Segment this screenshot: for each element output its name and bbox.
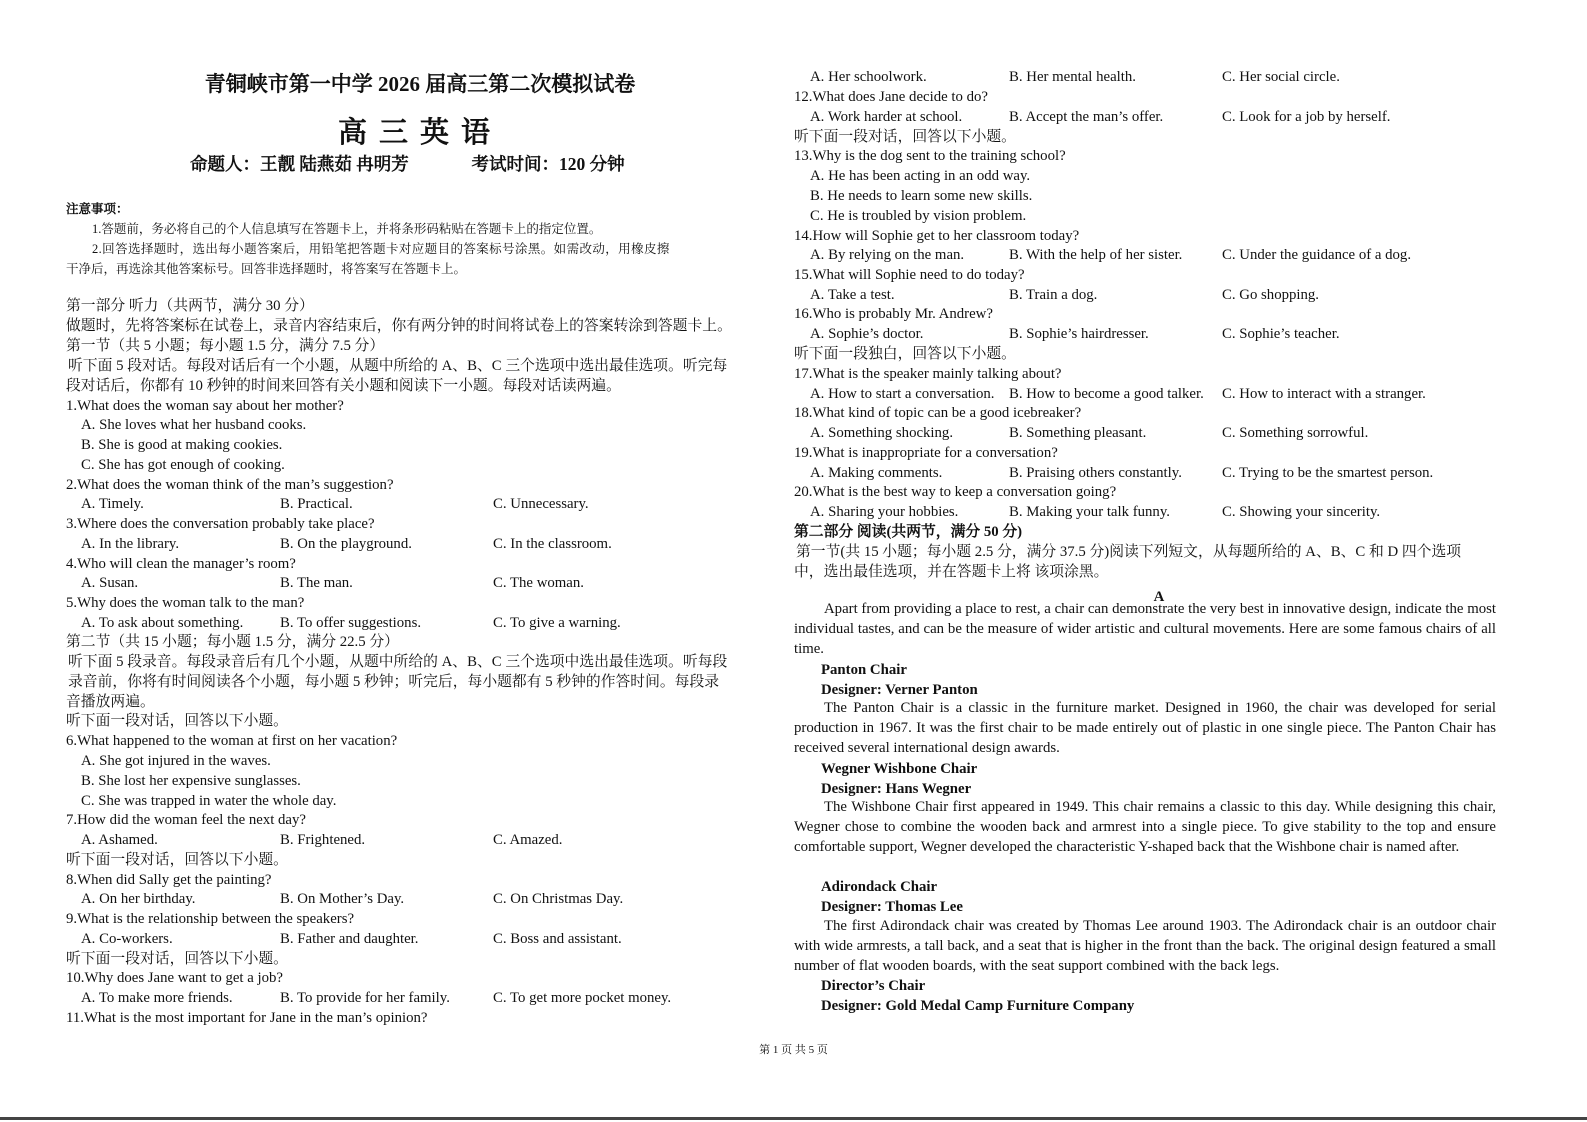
- section2-instr-3: 音播放两遍。: [66, 694, 155, 710]
- option-11c: C. Her social circle.: [1222, 69, 1340, 85]
- option-20a: A. Sharing your hobbies.: [810, 504, 959, 520]
- chair-2-name: Wegner Wishbone Chair: [821, 761, 978, 777]
- question-7: 7.How did the woman feel the next day?: [66, 812, 306, 828]
- option-10a: A. To make more friends.: [81, 990, 233, 1006]
- option-18c: C. Something sorrowful.: [1222, 425, 1369, 441]
- option-15b: B. Train a dog.: [1009, 287, 1098, 303]
- option-13b: B. He needs to learn some new skills.: [810, 188, 1033, 204]
- option-17b: B. How to become a good talker.: [1009, 386, 1204, 402]
- page-footer: 第 1 页 共 5 页: [759, 1044, 828, 1056]
- question-15: 15.What will Sophie need to do today?: [794, 267, 1025, 283]
- notice-line-1: 1.答题前，务必将自己的个人信息填写在答题卡上，并将条形码粘贴在答题卡上的指定位置。: [92, 222, 602, 236]
- option-7b: B. Frightened.: [280, 832, 366, 848]
- option-14c: C. Under the guidance of a dog.: [1222, 247, 1412, 263]
- part1-heading: 第一部分 听力（共两节，满分 30 分）: [66, 298, 314, 314]
- option-11a: A. Her schoolwork.: [810, 69, 927, 85]
- option-1a: A. She loves what her husband cooks.: [81, 417, 307, 433]
- option-11b: B. Her mental health.: [1009, 69, 1136, 85]
- question-10: 10.Why does Jane want to get a job?: [66, 970, 283, 986]
- question-1: 1.What does the woman say about her mother?: [66, 398, 344, 414]
- section2-heading: 第二节（共 15 小题；每小题 1.5 分，满分 22.5 分）: [66, 634, 399, 650]
- option-3c: C. In the classroom.: [493, 536, 612, 552]
- option-1b: B. She is good at making cookies.: [81, 437, 283, 453]
- dialog-cue: 听下面一段对话，回答以下小题。: [66, 852, 288, 868]
- option-4b: B. The man.: [280, 575, 353, 591]
- option-19c: C. Trying to be the smartest person.: [1222, 465, 1434, 481]
- option-7a: A. Ashamed.: [81, 832, 158, 848]
- option-12c: C. Look for a job by herself.: [1222, 109, 1391, 125]
- chair-4-name: Director’s Chair: [821, 978, 926, 994]
- option-4c: C. The woman.: [493, 575, 584, 591]
- option-3a: A. In the library.: [81, 536, 180, 552]
- passage-label: A: [1153, 589, 1165, 605]
- option-12a: A. Work harder at school.: [810, 109, 963, 125]
- option-19b: B. Praising others constantly.: [1009, 465, 1182, 481]
- chair-3-text: The first Adirondack chair was created by Thomas Lee around 1903. The Adirondack chair is an outdoor chair with wide armrests, a tall back, and a seat that is higher in the front than the back. The original design featured a small number of flat wooden boards, with the seat support combined with the back legs.: [794, 918, 1496, 974]
- question-2: 2.What does the woman think of the man’s suggestion?: [66, 477, 394, 493]
- option-6c: C. She was trapped in water the whole day.: [81, 793, 337, 809]
- chair-1-text: The Panton Chair is a classic in the furniture market. Designed in 1960, the chair was developed for serial production in 1967. It was the first chair to be made entirely out of plastic in one single piece. The Panton Chair has received several international design awards.: [794, 700, 1496, 756]
- notice-line-3: 干净后，再选涂其他答案标号。回答非选择题时，将答案写在答题卡上。: [66, 262, 467, 276]
- option-16b: B. Sophie’s hairdresser.: [1009, 326, 1149, 342]
- question-11: 11.What is the most important for Jane in the man’s opinion?: [66, 1010, 428, 1026]
- question-5: 5.Why does the woman talk to the man?: [66, 595, 305, 611]
- chair-4-designer: Designer: Gold Medal Camp Furniture Company: [821, 998, 1135, 1014]
- question-3: 3.Where does the conversation probably take place?: [66, 516, 375, 532]
- option-16c: C. Sophie’s teacher.: [1222, 326, 1340, 342]
- option-13a: A. He has been acting in an odd way.: [810, 168, 1031, 184]
- question-12: 12.What does Jane decide to do?: [794, 89, 988, 105]
- question-8: 8.When did Sally get the painting?: [66, 872, 272, 888]
- option-13c: C. He is troubled by vision problem.: [810, 208, 1027, 224]
- question-20: 20.What is the best way to keep a conversation going?: [794, 484, 1117, 500]
- option-9b: B. Father and daughter.: [280, 931, 419, 947]
- part1-intro: 做题时，先将答案标在试卷上，录音内容结束后，你有两分钟的时间将试卷上的答案转涂到答题卡上。: [66, 318, 732, 334]
- option-2b: B. Practical.: [280, 496, 353, 512]
- option-2a: A. Timely.: [81, 496, 144, 512]
- chair-3-designer: Designer: Thomas Lee: [821, 899, 963, 915]
- section1-instr-2: 段对话后，你都有 10 秒钟的时间来回答有关小题和阅读下一小题。每段对话读两遍。: [66, 378, 621, 394]
- option-7c: C. Amazed.: [493, 832, 563, 848]
- monologue-cue: 听下面一段独白，回答以下小题。: [794, 346, 1016, 362]
- option-10b: B. To provide for her family.: [280, 990, 450, 1006]
- section1-heading: 第一节（共 5 小题；每小题 1.5 分，满分 7.5 分）: [66, 338, 385, 354]
- option-20b: B. Making your talk funny.: [1009, 504, 1170, 520]
- question-6: 6.What happened to the woman at first on her vacation?: [66, 733, 398, 749]
- chair-1-designer: Designer: Verner Panton: [821, 682, 978, 698]
- option-2c: C. Unnecessary.: [493, 496, 589, 512]
- notice-title: 注意事项：: [66, 202, 129, 216]
- dialog-cue: 听下面一段对话，回答以下小题。: [66, 713, 288, 729]
- option-5b: B. To offer suggestions.: [280, 615, 422, 631]
- chair-3-name: Adirondack Chair: [821, 879, 938, 895]
- question-17: 17.What is the speaker mainly talking about?: [794, 366, 1062, 382]
- question-4: 4.Who will clean the manager’s room?: [66, 556, 296, 572]
- subject-title: 高三英语: [337, 117, 502, 149]
- option-14b: B. With the help of her sister.: [1009, 247, 1183, 263]
- question-14: 14.How will Sophie get to her classroom today?: [794, 228, 1080, 244]
- option-1c: C. She has got enough of cooking.: [81, 457, 285, 473]
- dialog-cue: 听下面一段对话，回答以下小题。: [66, 951, 288, 967]
- option-18b: B. Something pleasant.: [1009, 425, 1147, 441]
- option-19a: A. Making comments.: [810, 465, 943, 481]
- option-10c: C. To get more pocket money.: [493, 990, 672, 1006]
- part2-instr-2: 中，选出最佳选项，并在答题卡上将 该项涂黑。: [794, 564, 1109, 580]
- option-8b: B. On Mother’s Day.: [280, 891, 405, 907]
- option-6b: B. She lost her expensive sunglasses.: [81, 773, 301, 789]
- option-18a: A. Something shocking.: [810, 425, 954, 441]
- chair-2-text: The Wishbone Chair first appeared in 1949. This chair remains a classic to this day. While designing this chair, Wegner chose to combine the wooden back and armrest into a single piece. To give stability to the top and ensure comfortable support, Wegner developed the characteristic Y-shaped back that the Wishbone chair is named after.: [794, 799, 1496, 855]
- option-8a: A. On her birthday.: [81, 891, 196, 907]
- passage-intro: Apart from providing a place to rest, a chair can demonstrate the very best in innovative design, indicate the most individual tastes, and can be the measure of wider artistic and cultural movements. Here are some famous chairs of all time.: [794, 601, 1496, 657]
- section2-instr-1: 听下面 5 段录音。每段录音后有几个小题，从题中所给的 A、B、C 三个选项中选出最佳选项。听每段: [68, 654, 728, 670]
- option-12b: B. Accept the man’s offer.: [1009, 109, 1164, 125]
- option-4a: A. Susan.: [81, 575, 139, 591]
- option-5c: C. To give a warning.: [493, 615, 621, 631]
- question-18: 18.What kind of topic can be a good icebreaker?: [794, 405, 1082, 421]
- option-15a: A. Take a test.: [810, 287, 895, 303]
- notice-line-2: 2.回答选择题时，选出每小题答案后，用铅笔把答题卡对应题目的答案标号涂黑。如需改动，用橡皮擦: [92, 242, 670, 256]
- section1-instr-1: 听下面 5 段对话。每段对话后有一个小题，从题中所给的 A、B、C 三个选项中选出最佳选项。听完每: [68, 358, 728, 374]
- exam-title: 青铜峡市第一中学 2026 届高三第二次模拟试卷: [204, 72, 636, 96]
- part2-heading: 第二部分 阅读(共两节，满分 50 分): [794, 524, 1023, 540]
- option-15c: C. Go shopping.: [1222, 287, 1320, 303]
- option-20c: C. Showing your sincerity.: [1222, 504, 1381, 520]
- authors: 命题人：王靓 陆燕茹 冉明芳: [190, 154, 409, 174]
- option-14a: A. By relying on the man.: [810, 247, 965, 263]
- option-3b: B. On the playground.: [280, 536, 412, 552]
- chair-2-designer: Designer: Hans Wegner: [821, 781, 972, 797]
- option-17c: C. How to interact with a stranger.: [1222, 386, 1426, 402]
- part2-instr-1: 第一节(共 15 小题；每小题 2.5 分，满分 37.5 分)阅读下列短文，从每题所给的 A、B、C 和 D 四个选项: [796, 544, 1462, 560]
- question-9: 9.What is the relationship between the speakers?: [66, 911, 355, 927]
- option-5a: A. To ask about something.: [81, 615, 244, 631]
- option-6a: A. She got injured in the waves.: [81, 753, 271, 769]
- question-13: 13.Why is the dog sent to the training school?: [794, 148, 1066, 164]
- option-17a: A. How to start a conversation.: [810, 386, 995, 402]
- option-8c: C. On Christmas Day.: [493, 891, 624, 907]
- option-16a: A. Sophie’s doctor.: [810, 326, 924, 342]
- chair-1-name: Panton Chair: [821, 662, 907, 678]
- option-9c: C. Boss and assistant.: [493, 931, 622, 947]
- exam-time: 考试时间：120 分钟: [471, 154, 625, 174]
- dialog-cue: 听下面一段对话，回答以下小题。: [794, 129, 1016, 145]
- section2-instr-2: 录音前，你将有时间阅读各个小题，每小题 5 秒钟；听完后，每小题都有 5 秒钟的作答时间。每段录: [68, 674, 720, 690]
- bottom-border: [0, 1117, 1587, 1120]
- question-16: 16.Who is probably Mr. Andrew?: [794, 306, 993, 322]
- option-9a: A. Co-workers.: [81, 931, 173, 947]
- question-19: 19.What is inappropriate for a conversation?: [794, 445, 1058, 461]
- author-line: [190, 151, 625, 176]
